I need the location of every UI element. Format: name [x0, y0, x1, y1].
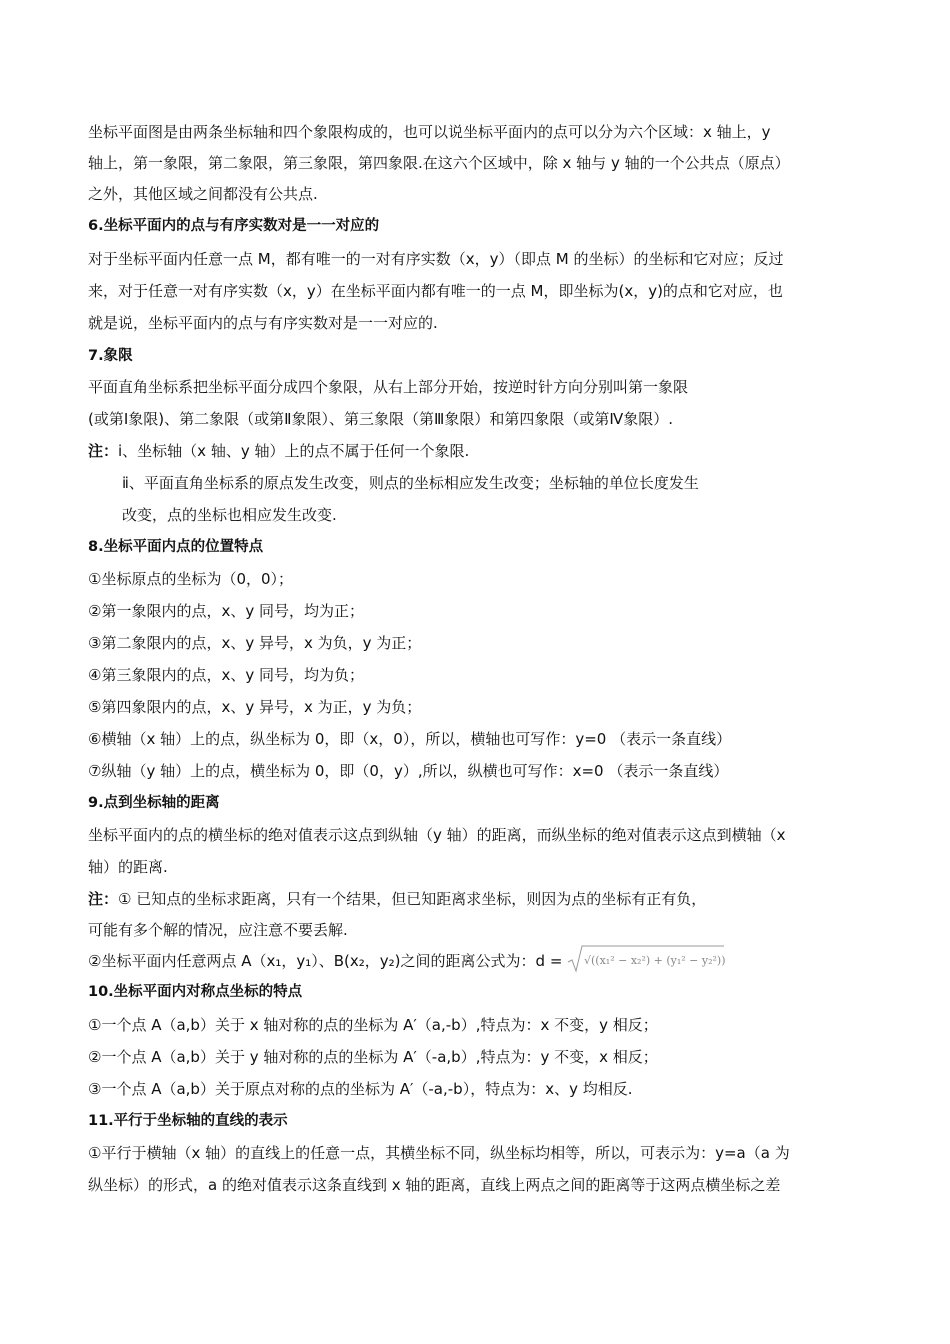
distance-formula [566, 944, 726, 979]
list-item: ③第二象限内的点，x、y 异号，x 为负，y 为正； [88, 634, 422, 652]
section-6-heading: 6.坐标平面内的点与有序实数对是一一对应的 [88, 218, 380, 234]
section-11-heading: 11.平行于坐标轴的直线的表示 [88, 1113, 288, 1129]
section-6-line: 就是说，坐标平面内的点与有序实数对是一一对应的. [88, 314, 438, 332]
section-7-note: ⅱ、平面直角坐标系的原点发生改变，则点的坐标相应发生改变；坐标轴的单位长度发生 [122, 474, 699, 492]
list-item: ②第一象限内的点，x、y 同号，均为正； [88, 602, 364, 620]
section-11-line: 纵坐标）的形式，a 的绝对值表示这条直线到 x 轴的距离，直线上两点之间的距离等于这两点横坐标之差 [88, 1176, 781, 1194]
list-item: ①一个点 A（a,b）关于 x 轴对称的点的坐标为 A′（a,-b）,特点为：x 不变，y 相反； [88, 1016, 658, 1034]
intro-line: 轴上，第一象限，第二象限，第三象限，第四象限.在这六个区域中，除 x 轴与 y 轴的一个公共点（原点） [88, 154, 790, 172]
list-item: ⑥横轴（x 轴）上的点，纵坐标为 0，即（x，0），所以，横轴也可写作：y=0 （表示一条直线） [88, 730, 732, 748]
section-6-line: 对于坐标平面内任意一点 M，都有唯一的一对有序实数（x，y）（即点 M 的坐标）的坐标和它对应；反过 [88, 250, 784, 268]
distance-formula-line [88, 944, 726, 970]
section-9-note: 可能有多个解的情况，应注意不要丢解. [88, 921, 348, 939]
note-label: 注： [88, 442, 119, 460]
section-7-line: (或第Ⅰ象限)、第二象限（或第Ⅱ象限）、第三象限（第Ⅲ象限）和第四象限（或第Ⅳ象限）. [88, 410, 673, 428]
section-7-note [88, 441, 469, 461]
list-item: ④第三象限内的点，x、y 同号，均为负； [88, 666, 364, 684]
section-9-line: 坐标平面内的点的横坐标的绝对值表示这点到纵轴（y 轴）的距离，而纵坐标的绝对值表示这点到横轴（x [88, 826, 786, 844]
note-text: ⅰ、坐标轴（x 轴、y 轴）上的点不属于任何一个象限. [118, 442, 470, 460]
list-item: ③一个点 A（a,b）关于原点对称的点的坐标为 A′（-a,-b），特点为：x、y 均相反. [88, 1080, 633, 1098]
section-10-heading: 10.坐标平面内对称点坐标的特点 [88, 984, 303, 1000]
list-item: ①坐标原点的坐标为（0，0）； [88, 570, 294, 588]
section-9-note [88, 889, 706, 909]
section-6-line: 来，对于任意一对有序实数（x，y）在坐标平面内都有唯一的一点 M，即坐标为(x，y)的点和它对应，也 [88, 282, 783, 300]
section-9-line: 轴）的距离. [88, 858, 168, 876]
formula-text: ②坐标平面内任意两点 A（x₁，y₁）、B(x₂，y₂)之间的距离公式为：d = [88, 952, 563, 970]
section-7-heading: 7.象限 [88, 348, 133, 364]
section-11-line: ①平行于横轴（x 轴）的直线上的任意一点，其横坐标不同，纵坐标均相等，所以，可表示为：y=a（a 为 [88, 1144, 790, 1162]
intro-line: 坐标平面图是由两条坐标轴和四个象限构成的，也可以说坐标平面内的点可以分为六个区域：x 轴上，y [88, 123, 771, 141]
section-9-heading: 9.点到坐标轴的距离 [88, 795, 220, 811]
list-item: ②一个点 A（a,b）关于 y 轴对称的点的坐标为 A′（-a,b）,特点为：y 不变，x 相反； [88, 1048, 658, 1066]
section-7-note: 改变，点的坐标也相应发生改变. [122, 506, 337, 524]
note-label: 注： [88, 890, 119, 908]
note-text: ① 已知点的坐标求距离，只有一个结果，但已知距离求坐标，则因为点的坐标有正有负， [118, 890, 707, 908]
list-item: ⑤第四象限内的点，x、y 异号，x 为正，y 为负； [88, 698, 422, 716]
intro-line: 之外，其他区域之间都没有公共点. [88, 185, 318, 203]
section-8-heading: 8.坐标平面内点的位置特点 [88, 539, 264, 555]
list-item: ⑦纵轴（y 轴）上的点，横坐标为 0，即（0，y）,所以，纵横也可写作：x=0 （表示一条直线） [88, 762, 729, 780]
formula-expression: √((x₁² − x₂²) + (y₁² − y₂²)) [584, 954, 726, 967]
section-7-line: 平面直角坐标系把坐标平面分成四个象限，从右上部分开始，按逆时针方向分别叫第一象限 [88, 378, 689, 396]
